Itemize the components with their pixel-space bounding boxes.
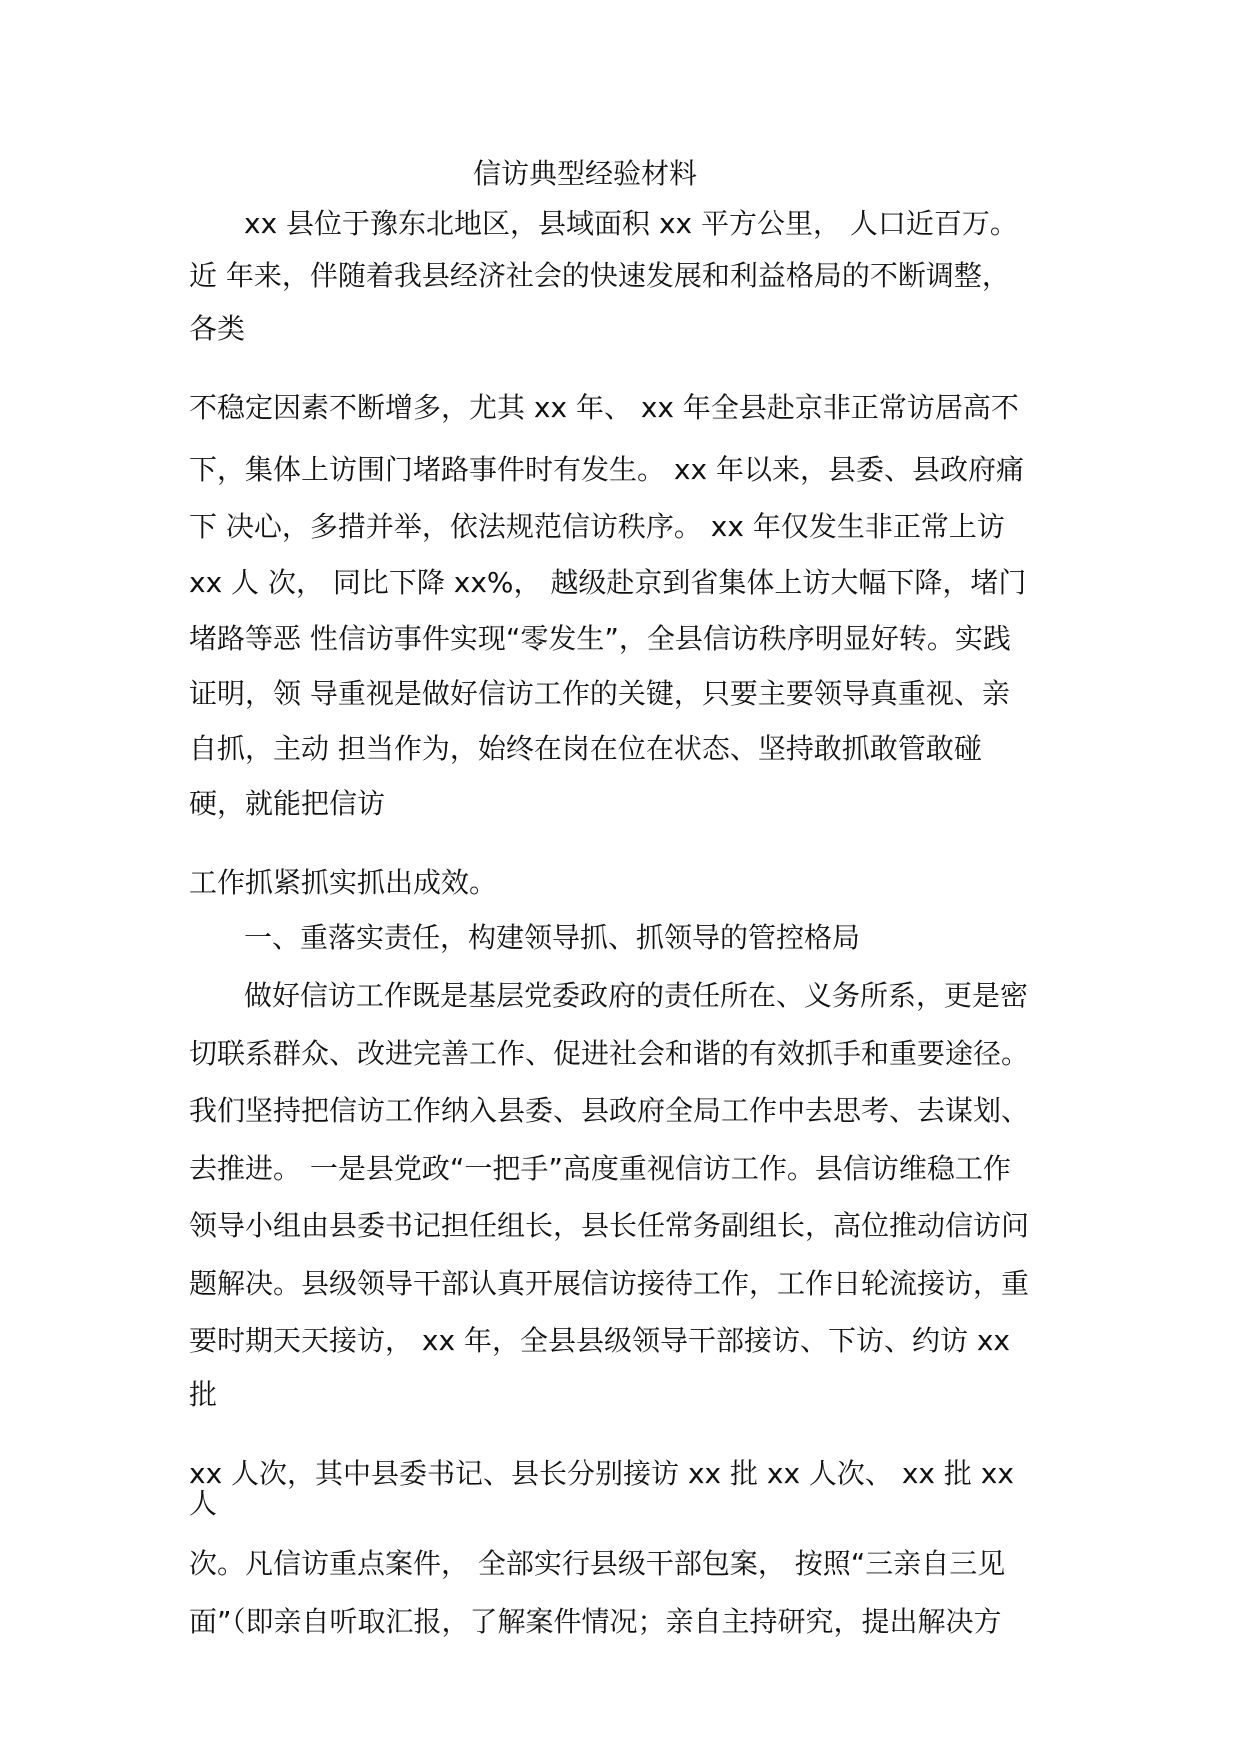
text-line: 下 决心，多措并举，依法规范信访秩序。 xx 年仅发生非正常上访 xyxy=(189,510,1005,543)
text-line: 去推进。 一是县党政“一把手”高度重视信访工作。县信访维稳工作 xyxy=(189,1152,1011,1185)
text-line: xx 人次，其中县委书记、县长分别接访 xx 批 xx 人次、 xx 批 xx xyxy=(189,1457,1014,1490)
text-line: 切联系群众、改进完善工作、促进社会和谐的有效抓手和重要途径。 xyxy=(189,1037,1030,1070)
text-line: 题解决。县级领导干部认真开展信访接待工作，工作日轮流接访，重 xyxy=(189,1267,1030,1300)
text-line: 面”（即亲自听取汇报，了解案件情况；亲自主持研究，提出解决方 xyxy=(189,1605,1002,1638)
text-line: 批 xyxy=(189,1378,218,1411)
text-line: 我们坚持把信访工作纳入县委、县政府全局工作中去思考、去谋划、 xyxy=(189,1094,1030,1127)
text-line: 不稳定因素不断增多，尤其 xx 年、 xx 年全县赴京非正常访居高不 xyxy=(189,391,1019,424)
text-line: 做好信访工作既是基层党委政府的责任所在、义务所系，更是密 xyxy=(244,979,1029,1012)
text-line: 领导小组由县委书记担任组长，县长任常务副组长，高位推动信访问 xyxy=(189,1209,1030,1242)
text-line: 近 年来，伴随着我县经济社会的快速发展和利益格局的不断调整， xyxy=(189,259,1010,292)
text-line: 各类 xyxy=(189,312,246,345)
document-title: 信访典型经验材料 xyxy=(472,157,697,190)
text-line: xx 人 次， 同比下降 xx%， 越级赴京到省集体上访大幅下降，堵门 xyxy=(189,566,1027,599)
text-line: 堵路等恶 性信访事件实现“零发生”，全县信访秩序明显好转。实践 xyxy=(189,622,1011,655)
text-line: 硬，就能把信访 xyxy=(189,787,386,820)
text-line: 次。凡信访重点案件， 全部实行县级干部包案， 按照“三亲自三见 xyxy=(189,1547,1006,1580)
text-line: 自抓，主动 担当作为，始终在岗在位在状态、坚持敢抓敢管敢碰 xyxy=(189,732,982,765)
text-line: xx 县位于豫东北地区，县域面积 xx 平方公里， 人口近百万。 xyxy=(244,207,1018,240)
text-line: 下，集体上访围门堵路事件时有发生。 xx 年以来，县委、县政府痛 xyxy=(189,453,1024,486)
section-heading: 一、重落实责任，构建领导抓、抓领导的管控格局 xyxy=(244,921,861,954)
text-line: 要时期天天接访， xx 年，全县县级领导干部接访、下访、约访 xx xyxy=(189,1324,1010,1357)
text-line: 证明，领 导重视是做好信访工作的关键，只要主要领导真重视、亲 xyxy=(189,677,1010,710)
text-line: 人 xyxy=(189,1487,218,1520)
text-line: 工作抓紧抓实抓出成效。 xyxy=(189,866,498,899)
